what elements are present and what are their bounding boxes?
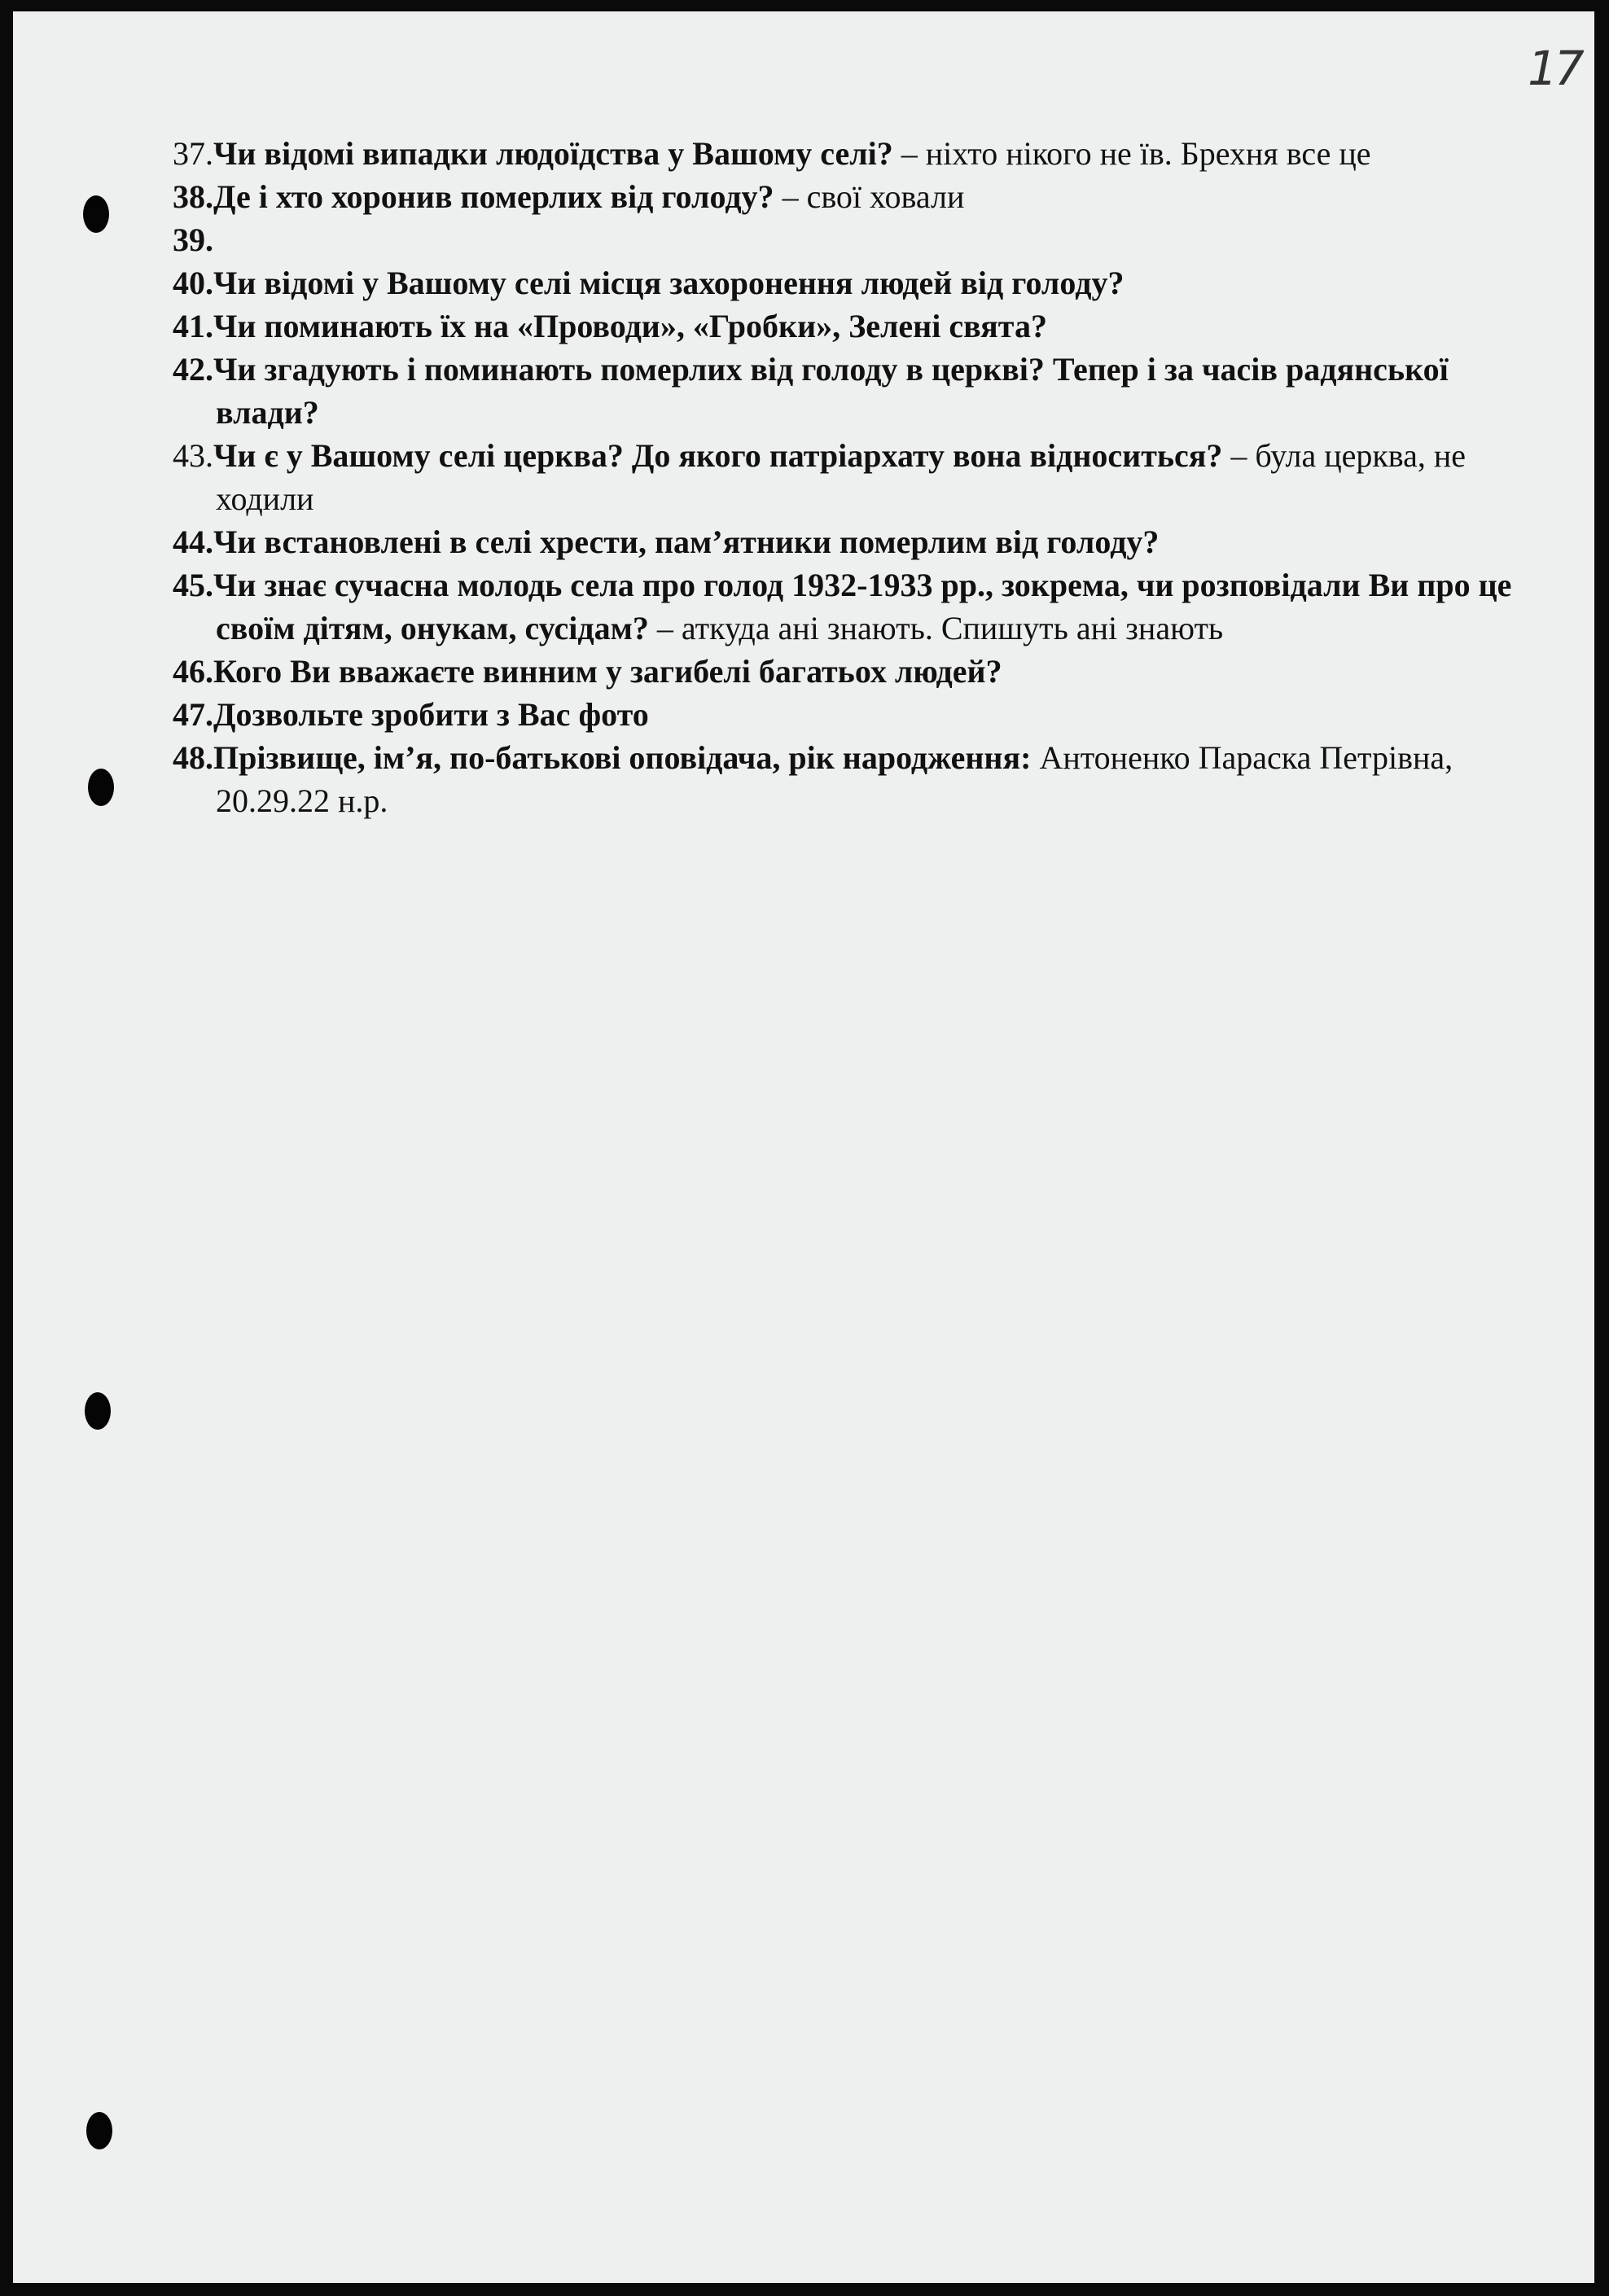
question-text: Чи є у Вашому селі церква? До якого патріархату вона відноситься? <box>213 437 1223 474</box>
question-number: 38. <box>173 178 213 215</box>
question-number: 43. <box>173 437 213 474</box>
answer-text: – була церква, не ходили <box>216 437 1467 517</box>
question-number: 45. <box>173 567 213 603</box>
question-text: Чи знає сучасна молодь села про голод 1932-1933 рр., зокрема, чи розповідали Ви про це своїм дітям, онукам, сусідам? <box>213 567 1512 646</box>
question-text: Чи поминають їх на «Проводи», «Гробки», Зелені свята? <box>213 308 1047 344</box>
answer-text: – ніхто нікого не їв. Брехня все це <box>892 135 1371 172</box>
handwritten-page-number: 17 <box>1528 41 1581 96</box>
question-number: 42. <box>173 351 213 388</box>
question-number: 46. <box>173 653 213 690</box>
punch-hole-icon <box>86 2112 112 2149</box>
question-number: 41. <box>173 308 213 344</box>
document-page <box>13 11 1594 2283</box>
question-number: 40. <box>173 265 213 301</box>
question-number: 48. <box>173 739 213 776</box>
questionnaire-list <box>173 132 1557 822</box>
question-item <box>173 305 1557 348</box>
question-text: Чи відомі у Вашому селі місця захоронення людей від голоду? <box>213 265 1125 301</box>
question-text: Прізвище, ім’я, по-батькові оповідача, рік народження: <box>213 739 1032 776</box>
question-item <box>173 261 1557 305</box>
question-item <box>173 132 1557 175</box>
punch-hole-icon <box>83 195 109 233</box>
question-item <box>173 434 1557 520</box>
question-item <box>173 563 1557 650</box>
question-text: Чи згадують і поминають померлих від голоду в церкві? Тепер і за часів радянської влади? <box>213 351 1449 431</box>
question-item <box>173 736 1557 822</box>
question-number: 44. <box>173 524 213 560</box>
question-text: Дозвольте зробити з Вас фото <box>213 696 649 733</box>
question-number: 37. <box>173 135 213 172</box>
question-number: 47. <box>173 696 213 733</box>
question-text: Чи встановлені в селі хрести, пам’ятники померлим від голоду? <box>213 524 1160 560</box>
question-item <box>173 693 1557 736</box>
question-item <box>173 218 1557 261</box>
punch-hole-icon <box>88 769 114 806</box>
question-number: 39. <box>173 221 213 258</box>
question-item <box>173 650 1557 693</box>
answer-text: – аткуда ані знають. Спишуть ані знають <box>648 610 1224 646</box>
question-item <box>173 175 1557 218</box>
question-text: Де і хто хоронив померлих від голоду? <box>213 178 774 215</box>
question-text: Чи відомі випадки людоїдства у Вашому селі? <box>213 135 893 172</box>
question-item <box>173 520 1557 563</box>
punch-hole-icon <box>85 1392 111 1430</box>
question-item <box>173 348 1557 434</box>
answer-text: Антоненко Параска Петрівна, 20.29.22 н.р. <box>216 739 1453 819</box>
question-text: Кого Ви вважаєте винним у загибелі багатьох людей? <box>213 653 1002 690</box>
answer-text: – свої ховали <box>774 178 965 215</box>
